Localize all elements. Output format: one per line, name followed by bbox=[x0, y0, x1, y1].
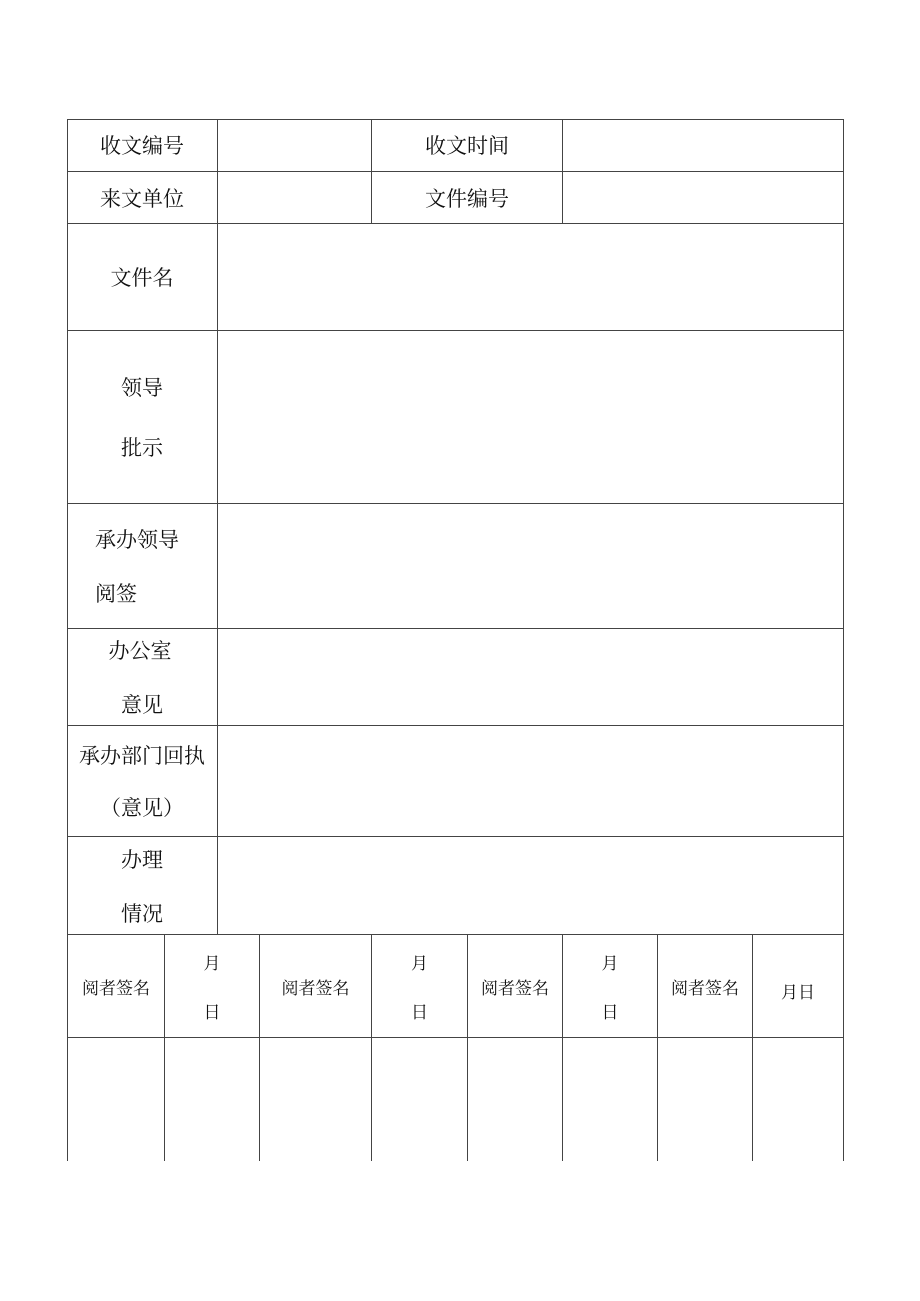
reader-sign-cell-1[interactable] bbox=[68, 1038, 164, 1161]
reader-sign-header-2: 阅者签名 bbox=[281, 978, 350, 999]
reader-sign-cell-4[interactable] bbox=[658, 1038, 752, 1161]
reader-date-header-3-day: 日 bbox=[601, 1003, 619, 1023]
reader-date-cell-2[interactable] bbox=[372, 1038, 467, 1161]
handling-status-label-line2: 情况 bbox=[121, 901, 163, 926]
handling-leader-label-line2: 阅签 bbox=[95, 582, 137, 606]
document-receipt-form bbox=[67, 119, 844, 1161]
dept-receipt-field[interactable] bbox=[218, 726, 843, 836]
sender-unit-label: 来文单位 bbox=[100, 186, 184, 211]
file-name-field[interactable] bbox=[218, 224, 843, 330]
reader-date-header-1-month: 月 bbox=[203, 954, 221, 974]
reader-sign-header-4: 阅者签名 bbox=[671, 978, 739, 999]
file-name-label: 文件名 bbox=[110, 266, 174, 290]
reader-date-header-2-month: 月 bbox=[411, 954, 428, 974]
office-opinion-label-line1: 办公室 bbox=[108, 639, 172, 663]
leader-instruction-label-line2: 批示 bbox=[121, 436, 163, 460]
handling-status-label-line1: 办理 bbox=[121, 847, 163, 872]
reader-date-cell-3[interactable] bbox=[563, 1038, 657, 1161]
office-opinion-field[interactable] bbox=[218, 629, 843, 725]
reader-date-header-1 bbox=[165, 935, 259, 1037]
reader-date-header-1-day: 日 bbox=[203, 1003, 221, 1023]
handling-status-field[interactable] bbox=[218, 837, 843, 934]
dept-receipt-label-line2: （意见） bbox=[100, 796, 184, 820]
reader-date-header-3 bbox=[563, 935, 657, 1037]
file-number-field[interactable] bbox=[563, 172, 843, 223]
reader-sign-header-3: 阅者签名 bbox=[481, 978, 549, 999]
reader-date-cell-4[interactable] bbox=[753, 1038, 843, 1161]
receipt-number-label: 收文编号 bbox=[100, 134, 184, 158]
dept-receipt-label-line1: 承办部门回执 bbox=[79, 744, 205, 768]
dept-receipt-label bbox=[67, 726, 217, 836]
leader-instruction-label bbox=[67, 331, 217, 503]
receipt-time-field[interactable] bbox=[563, 119, 843, 171]
handling-leader-field[interactable] bbox=[218, 504, 843, 628]
reader-date-header-4: 月日 bbox=[781, 982, 815, 1003]
handling-status-label bbox=[67, 837, 217, 934]
receipt-number-field[interactable] bbox=[218, 119, 371, 171]
receipt-time-label: 收文时间 bbox=[425, 134, 509, 158]
office-opinion-label-line2: 意见 bbox=[121, 693, 163, 717]
handling-leader-label bbox=[67, 504, 217, 628]
handling-leader-label-line1: 承办领导 bbox=[95, 528, 179, 552]
leader-instruction-label-line1: 领导 bbox=[121, 376, 163, 400]
reader-date-header-2-day: 日 bbox=[411, 1003, 428, 1023]
reader-sign-header-1: 阅者签名 bbox=[82, 978, 150, 999]
file-number-label: 文件编号 bbox=[425, 186, 509, 211]
office-opinion-label bbox=[67, 629, 217, 725]
sender-unit-field[interactable] bbox=[218, 172, 371, 223]
reader-date-cell-1[interactable] bbox=[165, 1038, 259, 1161]
reader-sign-cell-2[interactable] bbox=[260, 1038, 371, 1161]
leader-instruction-field[interactable] bbox=[218, 331, 843, 503]
rule-right bbox=[843, 119, 844, 1161]
reader-date-header-2 bbox=[372, 935, 467, 1037]
reader-date-header-3-month: 月 bbox=[601, 954, 619, 974]
reader-sign-cell-3[interactable] bbox=[468, 1038, 562, 1161]
